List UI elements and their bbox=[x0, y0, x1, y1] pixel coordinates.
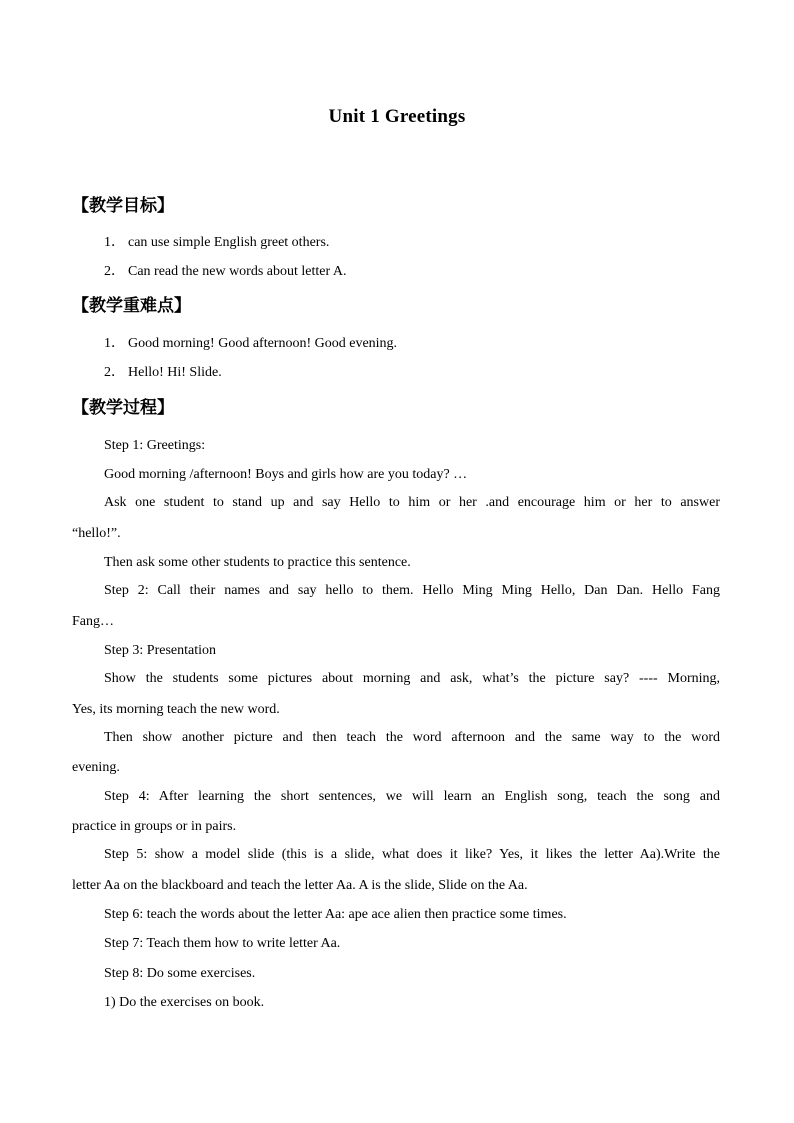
process-line: Step 4: After learning the short sentences, we will learn an English song, teach the song and bbox=[104, 789, 720, 804]
process-line: Step 7: Teach them how to write letter Aa. bbox=[104, 936, 341, 951]
process-line: practice in groups or in pairs. bbox=[72, 819, 237, 834]
process-line: Then ask some other students to practice this sentence. bbox=[104, 555, 411, 570]
process-line: Good morning /afternoon! Boys and girls how are you today? … bbox=[104, 467, 468, 482]
objectives-heading: 【教学目标】 bbox=[72, 196, 174, 216]
process-line: Yes, its morning teach the new word. bbox=[72, 702, 280, 717]
process-line: Fang… bbox=[72, 614, 114, 629]
process-line: “hello!”. bbox=[72, 526, 121, 541]
key-point-item: 1． Good morning! Good afternoon! Good evening. bbox=[104, 336, 398, 351]
process-line: 1) Do the exercises on book. bbox=[104, 995, 265, 1010]
document-title: Unit 1 Greetings bbox=[328, 106, 466, 127]
process-line: evening. bbox=[72, 760, 120, 775]
process-line: Step 3: Presentation bbox=[104, 643, 216, 658]
process-line: Step 1: Greetings: bbox=[104, 438, 206, 453]
objective-item: 1． can use simple English greet others. bbox=[104, 235, 330, 250]
process-heading: 【教学过程】 bbox=[72, 398, 174, 418]
process-line: Step 5: show a model slide (this is a slide, what does it like? Yes, it likes the letter Aa).Write the bbox=[104, 847, 720, 862]
process-line: Step 8: Do some exercises. bbox=[104, 966, 256, 981]
process-line: Step 6: teach the words about the letter Aa: ape ace alien then practice some times. bbox=[104, 907, 567, 922]
key-points-heading: 【教学重难点】 bbox=[72, 296, 191, 316]
objective-item: 2． Can read the new words about letter A. bbox=[104, 264, 347, 279]
process-line: Ask one student to stand up and say Hello to him or her .and encourage him or her to answer bbox=[104, 495, 720, 510]
process-line: Step 2: Call their names and say hello to them. Hello Ming Ming Hello, Dan Dan. Hello Fang bbox=[104, 583, 720, 598]
process-line: letter Aa on the blackboard and teach the letter Aa. A is the slide, Slide on the Aa. bbox=[72, 878, 528, 893]
process-line: Show the students some pictures about morning and ask, what’s the picture say? ---- Morning, bbox=[104, 671, 720, 686]
key-point-item: 2． Hello! Hi! Slide. bbox=[104, 365, 222, 380]
process-line: Then show another picture and then teach the word afternoon and the same way to the word bbox=[104, 730, 720, 745]
